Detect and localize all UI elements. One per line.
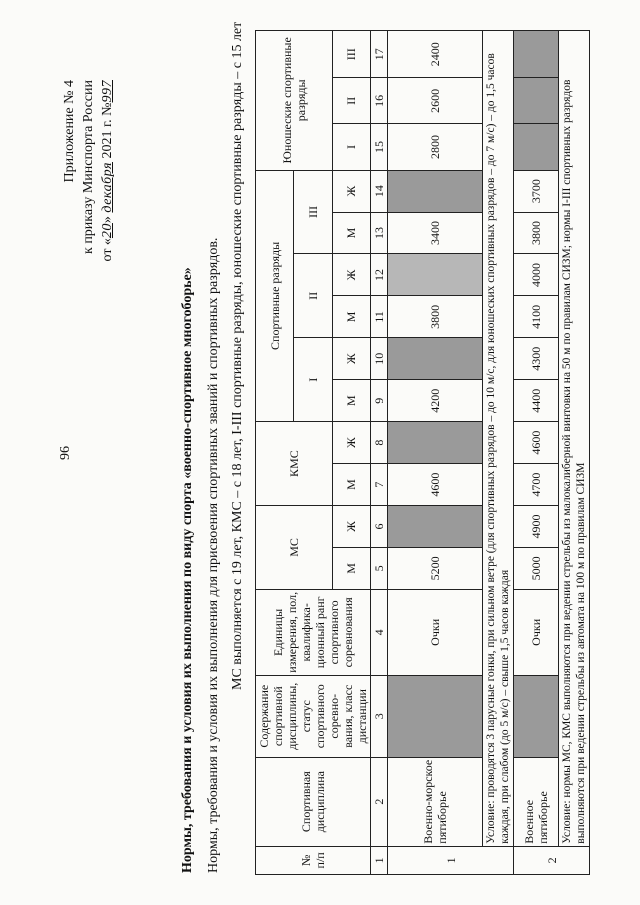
date-number: 997 <box>100 80 115 103</box>
value-I-male: 4400 <box>514 380 559 422</box>
header-num: № п/п <box>256 846 371 874</box>
value-II-male: 3800 <box>388 296 483 338</box>
approval-line2: к приказу Минспорта России <box>81 80 96 254</box>
column-number: 14 <box>371 170 388 212</box>
column-number: 10 <box>371 338 388 380</box>
value-I-female: 4300 <box>514 338 559 380</box>
row-discipline: Военное пятиборье <box>514 757 559 846</box>
header-youth-II: II <box>332 78 370 124</box>
header-rank-II: II <box>294 254 332 338</box>
value-ms-female: 4900 <box>514 506 559 548</box>
value-kms-male: 4700 <box>514 464 559 506</box>
row-number: 1 <box>388 846 514 874</box>
row-units: Очки <box>514 589 559 675</box>
header-youth-I: I <box>332 124 370 170</box>
header-ms-male: М <box>332 547 370 589</box>
condition-row <box>559 31 590 875</box>
header-sport-ranks: Спортивные разряды <box>256 170 294 422</box>
column-number: 5 <box>371 547 388 589</box>
value-III-male: 3400 <box>388 212 483 254</box>
row-number: 2 <box>514 846 590 874</box>
date-day: 20 <box>100 223 115 239</box>
header-III-male: М <box>332 212 370 254</box>
date-prefix: от « <box>100 238 115 262</box>
header-content: Содержание спортивной дисциплины, статус спортивного соревно-вания, класс дистанции <box>256 675 371 757</box>
header-kms-female: Ж <box>332 422 370 464</box>
row-units: Очки <box>388 589 483 675</box>
row-content-shaded <box>514 675 559 757</box>
column-number: 11 <box>371 296 388 338</box>
header-ms-female: Ж <box>332 506 370 548</box>
value-III-female <box>388 170 483 212</box>
age-requirements: МС выполняется с 19 лет, КМС – с 18 лет, I-III спортивные разряды, юношеские спортивные разряды – с 15 лет <box>230 21 245 690</box>
column-number: 13 <box>371 212 388 254</box>
table-row <box>514 31 559 875</box>
header-youth-ranks: Юношеские спортивные разряды <box>256 31 333 171</box>
value-youth-II <box>514 78 559 124</box>
value-I-female <box>388 338 483 380</box>
header-I-female: Ж <box>332 338 370 380</box>
value-kms-female <box>388 422 483 464</box>
column-number: 16 <box>371 78 388 124</box>
value-II-female <box>388 254 483 296</box>
value-ms-female <box>388 506 483 548</box>
header-discipline: Спортивная дисциплина <box>256 757 371 846</box>
column-number: 15 <box>371 124 388 170</box>
header-kms-male: М <box>332 464 370 506</box>
column-number: 7 <box>371 464 388 506</box>
value-youth-I <box>514 124 559 170</box>
column-number: 3 <box>371 675 388 757</box>
column-number: 8 <box>371 422 388 464</box>
column-number: 2 <box>371 757 388 846</box>
norms-table <box>255 30 590 875</box>
header-III-female: Ж <box>332 170 370 212</box>
condition-row <box>483 31 514 875</box>
header-I-male: М <box>332 380 370 422</box>
header-II-female: Ж <box>332 254 370 296</box>
document-title: Нормы, требования и условия их выполнения по виду спорта «военно-спортивное многоборье» <box>180 267 195 873</box>
approval-line1: Приложение № 4 <box>62 80 77 183</box>
header-row-1 <box>256 31 294 875</box>
value-I-male: 4200 <box>388 380 483 422</box>
row-discipline: Военно-морское пятиборье <box>388 757 483 846</box>
column-number: 1 <box>371 846 388 874</box>
row-content-shaded <box>388 675 483 757</box>
column-number: 6 <box>371 506 388 548</box>
table-row <box>388 31 483 875</box>
date-month: декабря <box>100 162 115 213</box>
header-units: Единицы измерения, пол, квалифика-ционный ранг спортивного соревнования <box>256 589 371 675</box>
header-rank-III: III <box>294 170 332 254</box>
value-youth-I: 2800 <box>388 124 483 170</box>
date-year: 2021 г. № <box>100 102 115 159</box>
value-ms-male: 5200 <box>388 547 483 589</box>
header-ms: МС <box>256 506 333 590</box>
value-kms-male: 4600 <box>388 464 483 506</box>
value-III-male: 3800 <box>514 212 559 254</box>
column-number: 17 <box>371 31 388 78</box>
value-youth-II: 2600 <box>388 78 483 124</box>
header-II-male: М <box>332 296 370 338</box>
condition-text: Условие: нормы МС, КМС выполняются при ведении стрельбы из малокалиберной винтовки на 50 м по правилам СИЗМ; нормы I-III спортивных разрядов выполняются при ведении стрельбы из автомата на 100 м по правилам СИЗМ <box>559 31 590 847</box>
header-kms: КМС <box>256 422 333 506</box>
condition-text: Условие: проводятся 3 парусные гонки, при сильном ветре (для спортивных разрядов – до 10 м/с, для юношеских спортивных разрядов – до 7 м/с) – до 1,5 часов каждая, при слабом (до 5 м/с) – свыше 1,5 часов каждая <box>483 31 514 847</box>
column-number: 9 <box>371 380 388 422</box>
approval-block <box>60 80 117 340</box>
header-youth-III: III <box>332 31 370 78</box>
value-ms-male: 5000 <box>514 547 559 589</box>
column-number: 12 <box>371 254 388 296</box>
value-youth-III: 2400 <box>388 31 483 78</box>
header-rank-I: I <box>294 338 332 422</box>
value-II-male: 4100 <box>514 296 559 338</box>
date-mid: » <box>100 216 115 224</box>
value-kms-female: 4600 <box>514 422 559 464</box>
value-II-female: 4000 <box>514 254 559 296</box>
document-subtitle: Нормы, требования и условия их выполнения для присвоения спортивных званий и спортивных разрядов. <box>206 237 221 873</box>
column-number-row <box>371 31 388 875</box>
page-number: 96 <box>58 446 73 460</box>
approval-date <box>98 80 117 340</box>
value-III-female: 3700 <box>514 170 559 212</box>
column-number: 4 <box>371 589 388 675</box>
value-youth-III <box>514 31 559 78</box>
